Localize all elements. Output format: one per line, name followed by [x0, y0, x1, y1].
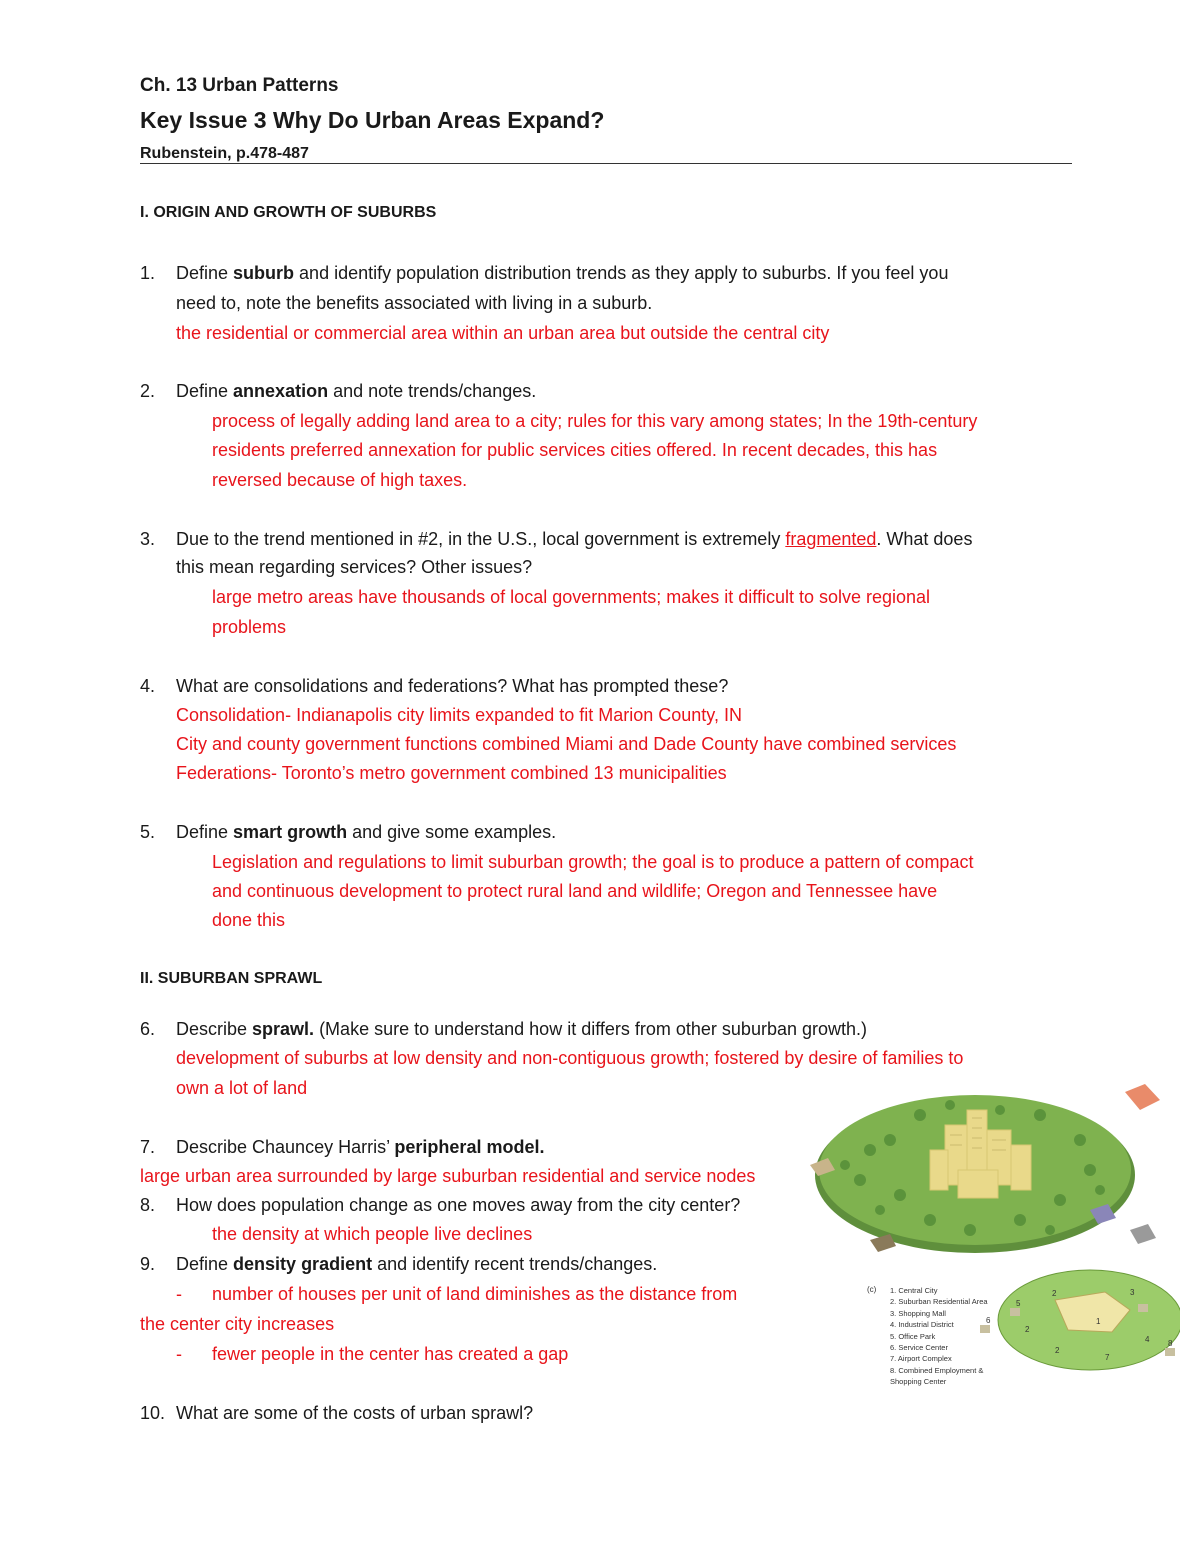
zone-label: 7	[1105, 1353, 1110, 1362]
peripheral-model-3d-illustration	[810, 1084, 1160, 1253]
answer-3-line1: large metro areas have thousands of local governments; makes it difficult to solve regional	[212, 587, 931, 607]
term-bold: peripheral model.	[394, 1137, 545, 1157]
question-7	[176, 1136, 544, 1158]
answer-9-dash: -	[176, 1344, 182, 1364]
question-text: Define	[176, 1254, 234, 1274]
term-bold: suburb	[233, 263, 295, 283]
question-text: . What does	[876, 529, 973, 549]
section-heading-2: II. SUBURBAN SPRAWL	[140, 970, 323, 987]
legend-item: 3. Shopping Mall	[890, 1308, 946, 1318]
question-number: 5.	[140, 822, 156, 842]
peripheral-model-flat-diagram	[980, 1270, 1180, 1370]
question-number: 3.	[140, 529, 156, 549]
answer-2-line1: process of legally adding land area to a city; rules for this vary among states; In the 19th-century	[212, 411, 978, 431]
question-text: Describe Chauncey Harris’	[176, 1137, 395, 1157]
answer-9-line2: fewer people in the center has created a gap	[212, 1344, 569, 1364]
question-text: Describe	[176, 1019, 253, 1039]
question-text: Due to the trend mentioned in #2, in the U.S., local government is extremely	[176, 529, 786, 549]
question-text: Define	[176, 381, 234, 401]
zone-label: 6	[986, 1316, 991, 1325]
term-bold: smart growth	[233, 822, 348, 842]
question-5	[176, 821, 556, 843]
zone-label: 4	[1145, 1335, 1150, 1344]
legend-item: 4. Industrial District	[890, 1320, 954, 1330]
answer-7: large urban area surrounded by large suburban residential and service nodes	[140, 1166, 756, 1186]
question-text: and identify population distribution trends as they apply to suburbs. If you feel you	[294, 263, 949, 283]
header-divider	[140, 163, 1072, 164]
zone-label: 5	[1016, 1299, 1021, 1308]
question-text: and note trends/changes.	[328, 381, 537, 401]
question-1-line2: need to, note the benefits associated with living in a suburb.	[176, 293, 653, 313]
question-3	[176, 528, 972, 550]
question-text: and give some examples.	[347, 822, 557, 842]
source-citation: Rubenstein, p.478-487	[140, 145, 309, 162]
answer-4-line2: City and county government functions combined Miami and Dade County have combined services	[176, 734, 957, 754]
answer-6-line2: own a lot of land	[176, 1078, 308, 1098]
term-bold: sprawl.	[252, 1019, 315, 1039]
answer-2-line2: residents preferred annexation for public services cities offered. In recent decades, this has	[212, 440, 938, 460]
question-number: 9.	[140, 1254, 156, 1274]
chapter-title: Ch. 13 Urban Patterns	[140, 75, 339, 96]
zone-label: 8	[1168, 1339, 1173, 1348]
question-2	[176, 380, 536, 402]
question-number: 6.	[140, 1019, 156, 1039]
answer-5-line1: Legislation and regulations to limit suburban growth; the goal is to produce a pattern of compact	[212, 852, 974, 872]
answer-2-line3: reversed because of high taxes.	[212, 470, 468, 490]
question-text: Define	[176, 263, 234, 283]
key-issue-title: Key Issue 3 Why Do Urban Areas Expand?	[140, 107, 605, 133]
figure-legend	[890, 1285, 988, 1388]
answer-9-line1-cont: the center city increases	[140, 1314, 335, 1334]
zone-label: 2	[1052, 1289, 1057, 1298]
term-bold: annexation	[233, 381, 329, 401]
question-number: 4.	[140, 676, 156, 696]
question-9	[176, 1253, 657, 1275]
question-text: and identify recent trends/changes.	[372, 1254, 658, 1274]
legend-item: 6. Service Center	[890, 1343, 948, 1353]
answer-9-dash: -	[176, 1284, 182, 1304]
legend-item: 2. Suburban Residential Area	[890, 1297, 988, 1307]
legend-item: 1. Central City	[890, 1286, 938, 1295]
question-text: (Make sure to understand how it differs from other suburban growth.)	[314, 1019, 867, 1039]
term-underlined: fragmented	[785, 529, 877, 549]
figure-panel-label: (c)	[867, 1285, 877, 1294]
answer-8: the density at which people live declines	[212, 1224, 533, 1244]
question-6	[176, 1018, 867, 1040]
legend-item: 7. Airport Complex	[890, 1354, 952, 1364]
answer-9-line1: number of houses per unit of land diminishes as the distance from	[212, 1284, 738, 1304]
zone-label: 2	[1025, 1325, 1030, 1334]
answer-5-line2: and continuous development to protect rural land and wildlife; Oregon and Tennessee have	[212, 881, 938, 901]
zone-label: 2	[1055, 1346, 1060, 1355]
question-number: 2.	[140, 381, 156, 401]
answer-4-line3: Federations- Toronto’s metro government combined 13 municipalities	[176, 763, 727, 783]
question-number: 1.	[140, 263, 156, 283]
zone-label: 3	[1130, 1288, 1135, 1297]
answer-1: the residential or commercial area within an urban area but outside the central city	[176, 323, 830, 343]
answer-4-line1: Consolidation- Indianapolis city limits expanded to fit Marion County, IN	[176, 705, 742, 725]
answer-5-line3: done this	[212, 910, 286, 930]
question-number: 10.	[140, 1403, 166, 1423]
question-8: How does population change as one moves away from the city center?	[176, 1195, 741, 1215]
question-number: 7.	[140, 1137, 156, 1157]
question-1	[176, 262, 948, 284]
question-4: What are consolidations and federations? What has prompted these?	[176, 676, 729, 696]
answer-3-line2: problems	[212, 617, 287, 637]
question-3-line2: this mean regarding services? Other issues?	[176, 557, 533, 577]
peripheral-model-figure	[800, 1070, 1180, 1390]
term-bold: density gradient	[233, 1254, 373, 1274]
zone-label: 1	[1096, 1317, 1101, 1326]
question-text: Define	[176, 822, 234, 842]
question-number: 8.	[140, 1195, 156, 1215]
section-heading-1: I. ORIGIN AND GROWTH OF SUBURBS	[140, 204, 437, 221]
legend-item: Shopping Center	[890, 1377, 947, 1387]
legend-item: 8. Combined Employment &	[890, 1365, 984, 1375]
legend-item: 5. Office Park	[890, 1331, 936, 1341]
answer-6-line1: development of suburbs at low density and non-contiguous growth; fostered by desire of families to	[176, 1048, 964, 1068]
question-10: What are some of the costs of urban sprawl?	[176, 1403, 534, 1423]
